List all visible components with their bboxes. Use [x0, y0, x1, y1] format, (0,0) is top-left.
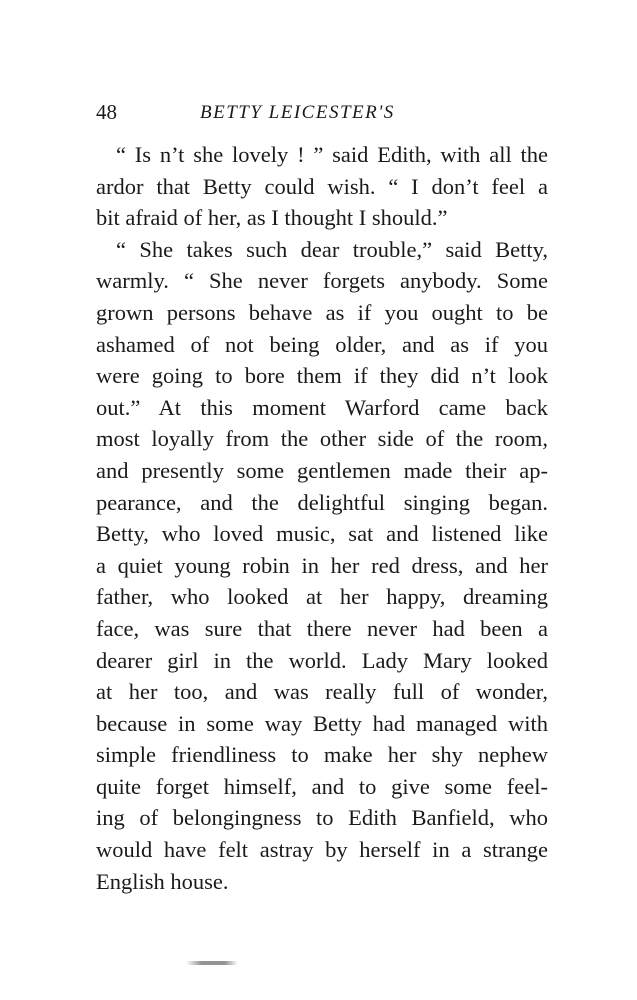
text-line: out.” At this moment Warford came back: [96, 394, 548, 420]
text-line: and presently some gentlemen made their ap-: [96, 457, 548, 483]
text-line: ardor that Betty could wish. “ I don’t feel a: [96, 173, 548, 199]
text-line: quite forget himself, and to give some feel-: [96, 773, 548, 799]
text-line: dearer girl in the world. Lady Mary looked: [96, 647, 548, 673]
running-title: BETTY LEICESTER'S: [200, 102, 395, 123]
text-line: “ She takes such dear trouble,” said Betty,: [116, 236, 548, 262]
text-line: because in some way Betty had managed with: [96, 710, 548, 736]
text-line: would have felt astray by herself in a strange: [96, 837, 548, 863]
page-header: [96, 100, 548, 134]
text-line: Betty, who loved music, sat and listened like: [96, 521, 548, 547]
text-line: ing of belongingness to Edith Banfield, who: [96, 805, 548, 831]
text-line: bit afraid of her, as I thought I should.”: [96, 205, 448, 231]
body-text: [96, 139, 548, 897]
text-line: a quiet young robin in her red dress, and her: [96, 552, 548, 578]
text-line: face, was sure that there never had been a: [96, 615, 548, 641]
text-line: father, who looked at her happy, dreaming: [96, 584, 548, 610]
text-line: English house.: [96, 868, 229, 894]
page-number: 48: [96, 100, 117, 124]
text-line: pearance, and the delightful singing began.: [96, 489, 548, 515]
text-line: ashamed of not being older, and as if you: [96, 331, 548, 357]
ink-smudge: [186, 961, 238, 965]
text-line: at her too, and was really full of wonder,: [96, 679, 548, 705]
text-line: warmly. “ She never forgets anybody. Some: [96, 268, 548, 294]
text-line: simple friendliness to make her shy nephew: [96, 742, 548, 768]
text-line: most loyally from the other side of the room,: [96, 426, 548, 452]
text-line: were going to bore them if they did n’t look: [96, 363, 548, 389]
text-line: “ Is n’t she lovely ! ” said Edith, with all the: [116, 142, 548, 167]
text-line: grown persons behave as if you ought to be: [96, 299, 548, 325]
